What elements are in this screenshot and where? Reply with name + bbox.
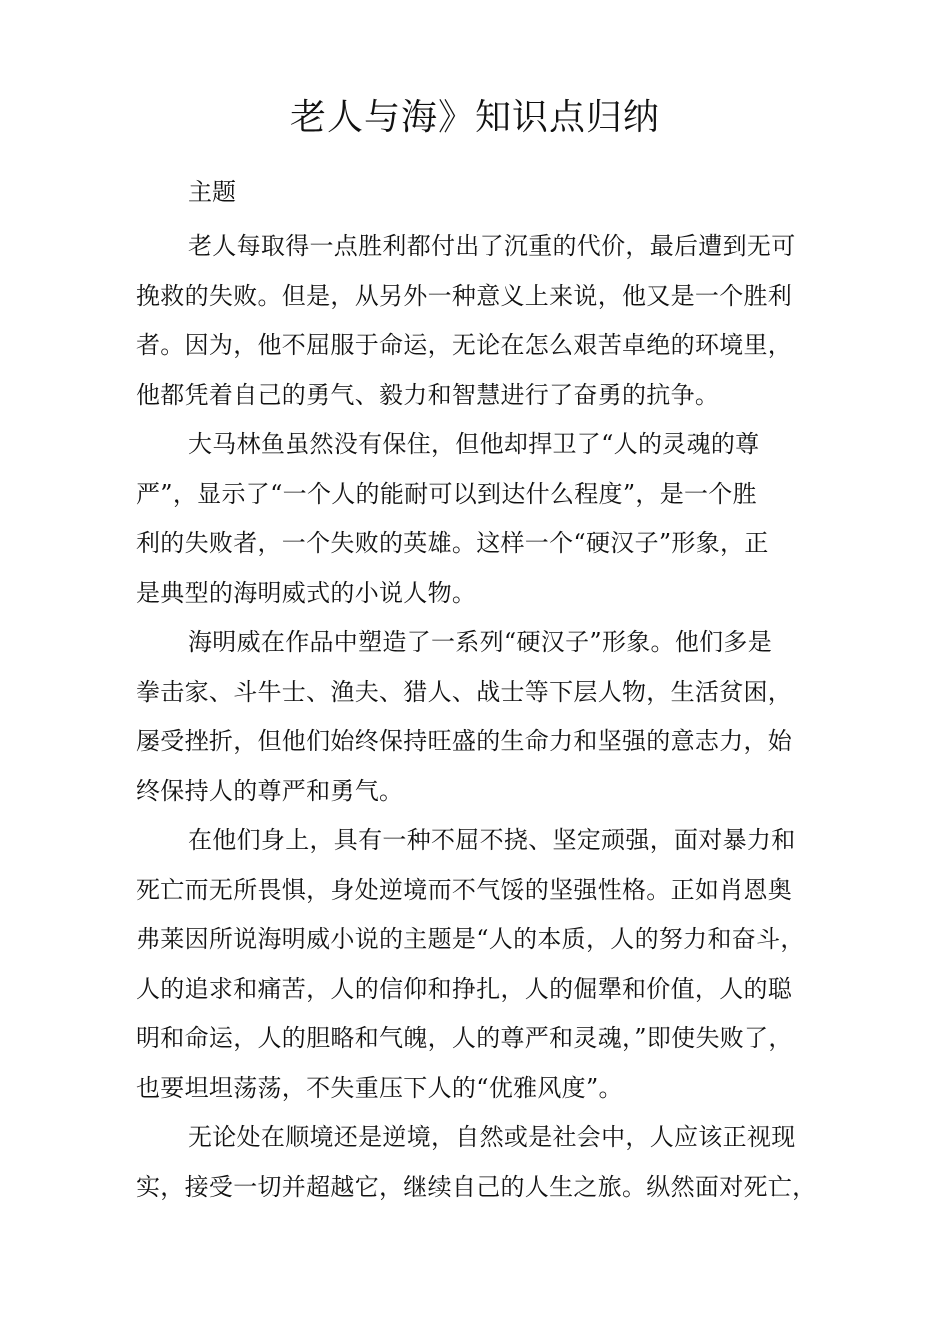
paragraph-line: 他都凭着自己的勇气、毅力和智慧进行了奋勇的抗争。	[136, 380, 720, 409]
paragraph-line: 拳击家、斗牛士、渔夫、猎人、战士等下层人物，生活贫困，	[136, 677, 793, 706]
paragraph-line: 海明威在作品中塑造了一系列“硬汉子”形象。他们多是	[188, 628, 773, 656]
paragraph-line: 屡受挫折，但他们始终保持旺盛的生命力和坚强的意志力，始	[136, 727, 793, 755]
paragraph-line: 大马林鱼虽然没有保住，但他却捍卫了“人的灵魂的尊	[188, 430, 760, 458]
paragraph	[136, 1113, 826, 1212]
paragraph-line: 也要坦坦荡荡，不失重压下人的“优雅风度”。	[136, 1073, 623, 1102]
paragraph-line: 是典型的海明威式的小说人物。	[136, 578, 477, 607]
paragraph-line: 严”，显示了“一个人的能耐可以到达什么程度”，是一个胜	[136, 479, 757, 508]
paragraph-line: 老人每取得一点胜利都付出了沉重的代价，最后遭到无可	[188, 232, 796, 260]
paragraph	[136, 618, 826, 816]
paragraph	[136, 816, 826, 1113]
paragraph	[136, 222, 826, 420]
paragraph-line: 明和命运，人的胆略和气魄，人的尊严和灵魂，”即使失败了，	[136, 1024, 793, 1052]
paragraph-line: 利的失败者，一个失败的英雄。这样一个“硬汉子”形象，正	[136, 529, 769, 557]
document-body	[136, 222, 826, 1212]
document-title: 老人与海》知识点归纳	[289, 97, 660, 138]
paragraph-line: 在他们身上，具有一种不屈不挠、坚定顽强，面对暴力和	[188, 826, 796, 854]
paragraph-line: 死亡而无所畏惧，身处逆境而不气馁的坚强性格。正如肖恩奥	[136, 875, 793, 904]
paragraph-line: 弗莱因所说海明威小说的主题是“人的本质，人的努力和奋斗，	[136, 925, 805, 953]
paragraph	[136, 420, 826, 618]
paragraph-line: 实，接受一切并超越它，继续自己的人生之旅。纵然面对死亡，	[136, 1172, 817, 1201]
paragraph-line: 无论处在顺境还是逆境，自然或是社会中，人应该正视现	[188, 1123, 796, 1151]
paragraph-line: 人的追求和痛苦，人的信仰和挣扎，人的倔犟和价值，人的聪	[136, 974, 793, 1003]
paragraph-line: 挽救的失败。但是，从另外一种意义上来说，他又是一个胜利	[136, 281, 793, 310]
paragraph-line: 者。因为，他不屈服于命运，无论在怎么艰苦卓绝的环境里，	[136, 331, 793, 359]
section-heading: 主题	[188, 178, 236, 206]
paragraph-line: 终保持人的尊严和勇气。	[136, 776, 404, 805]
